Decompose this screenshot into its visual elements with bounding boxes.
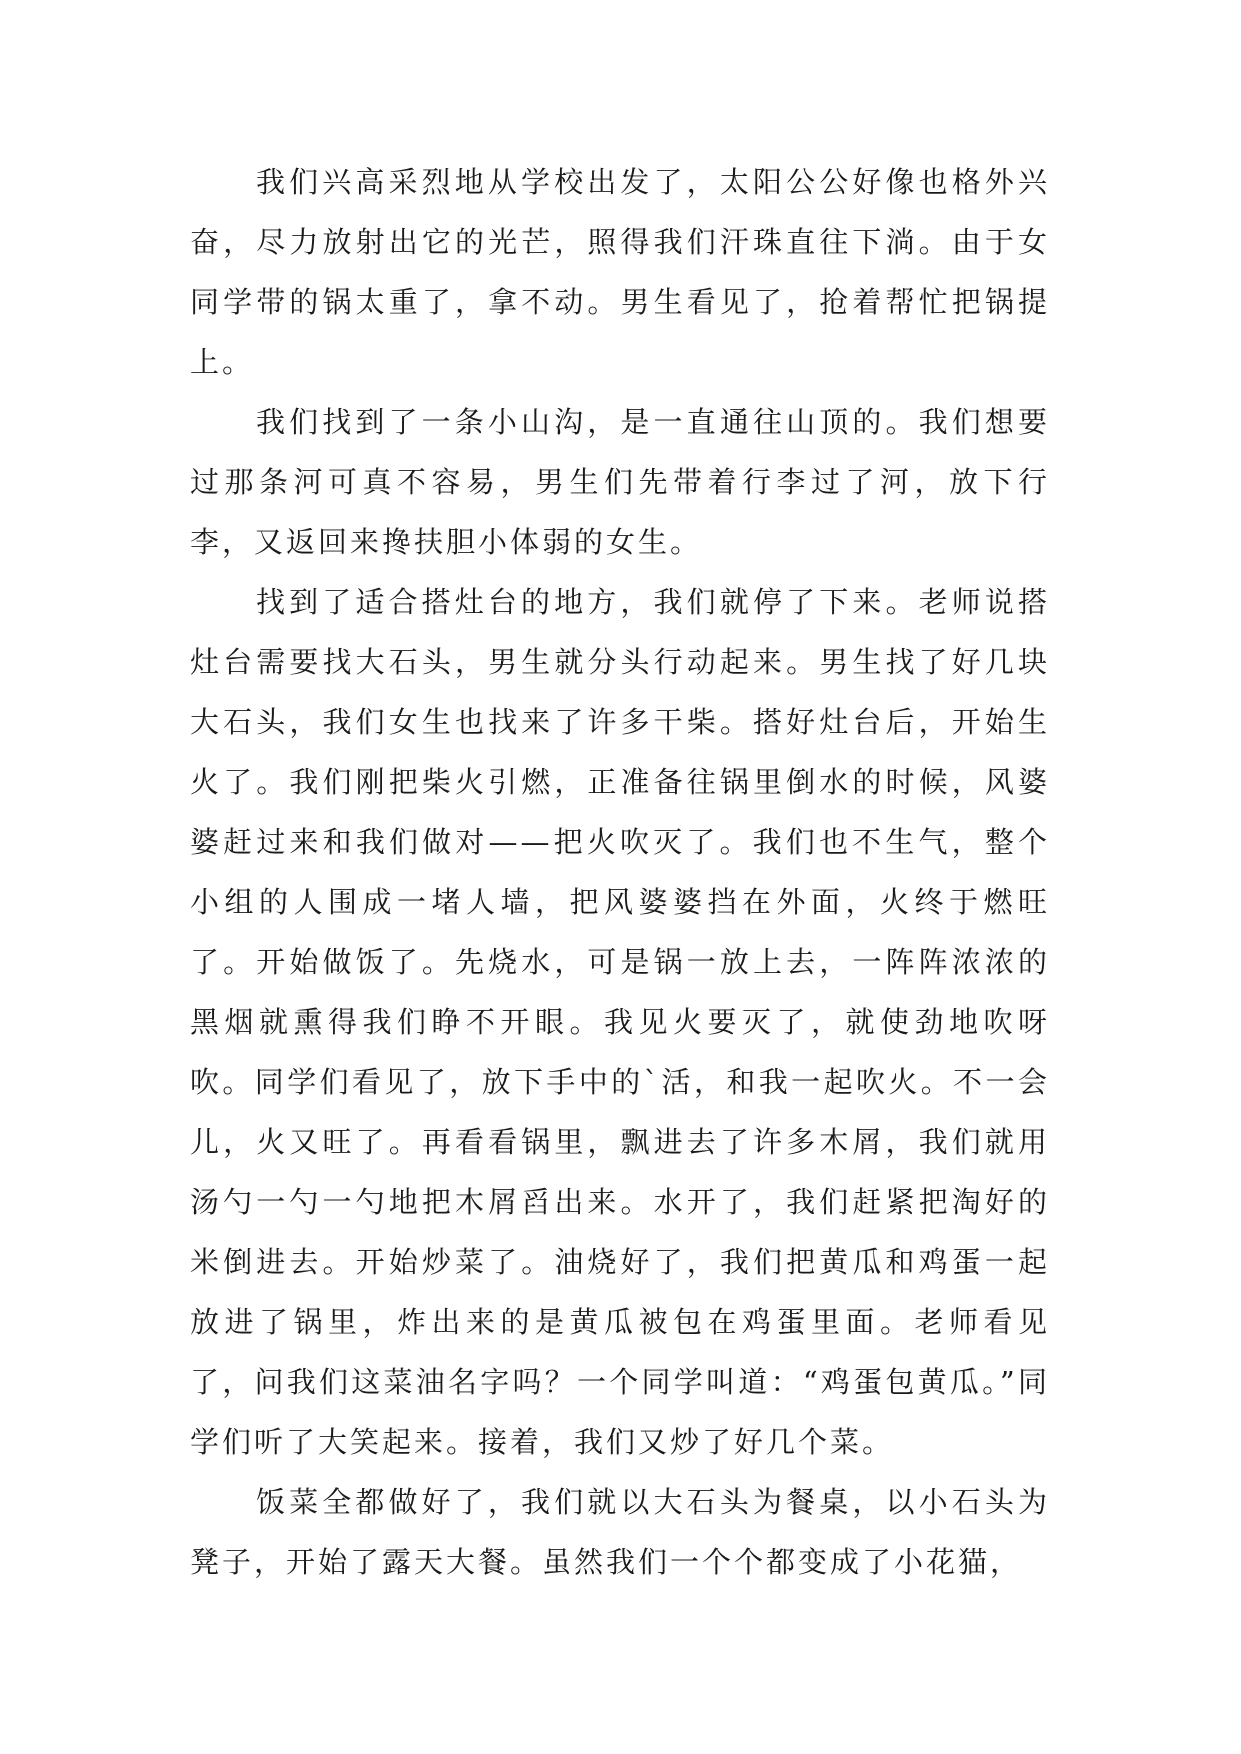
paragraph-4: 饭菜全都做好了，我们就以大石头为餐桌，以小石头为凳子，开始了露天大餐。虽然我们一个个都变成了小花猫，	[190, 1485, 1050, 1579]
paragraph-3: 找到了适合搭灶台的地方，我们就停了下来。老师说搭灶台需要找大石头，男生就分头行动起来。男生找了好几块大石头，我们女生也找来了许多干柴。搭好灶台后，开始生火了。我们刚把柴火引燃，正准备往锅里倒水的时候，风婆婆赶过来和我们做对——把火吹灭了。我们也不生气，整个小组的人围成一堵人墙，把风婆婆挡在外面，火终于燃旺了。开始做饭了。先烧水，可是锅一放上去，一阵阵浓浓的黑烟就熏得我们睁不开眼。我见火要灭了，就使劲地吹呀吹。同学们看见了，放下手中的`活，和我一起吹火。不一会儿，火又旺了。再看看锅里，飘进去了许多木屑，我们就用汤勺一勺一勺地把木屑舀出来。水开了，我们赶紧把淘好的米倒进去。开始炒菜了。油烧好了，我们把黄瓜和鸡蛋一起放进了锅里，炸出来的是黄瓜被包在鸡蛋里面。老师看见了，问我们这菜油名字吗？一个同学叫道：“鸡蛋包黄瓜。”同学们听了大笑起来。接着，我们又炒了好几个菜。	[190, 585, 1050, 1459]
paragraph-2: 我们找到了一条小山沟，是一直通往山顶的。我们想要过那条河可真不容易，男生们先带着行李过了河，放下行李，又返回来搀扶胆小体弱的女生。	[190, 405, 1050, 559]
document-body	[190, 152, 1050, 1592]
paragraph-1: 我们兴高采烈地从学校出发了，太阳公公好像也格外兴奋，尽力放射出它的光芒，照得我们汗珠直往下淌。由于女同学带的锅太重了，拿不动。男生看见了，抢着帮忙把锅提上。	[190, 165, 1050, 379]
